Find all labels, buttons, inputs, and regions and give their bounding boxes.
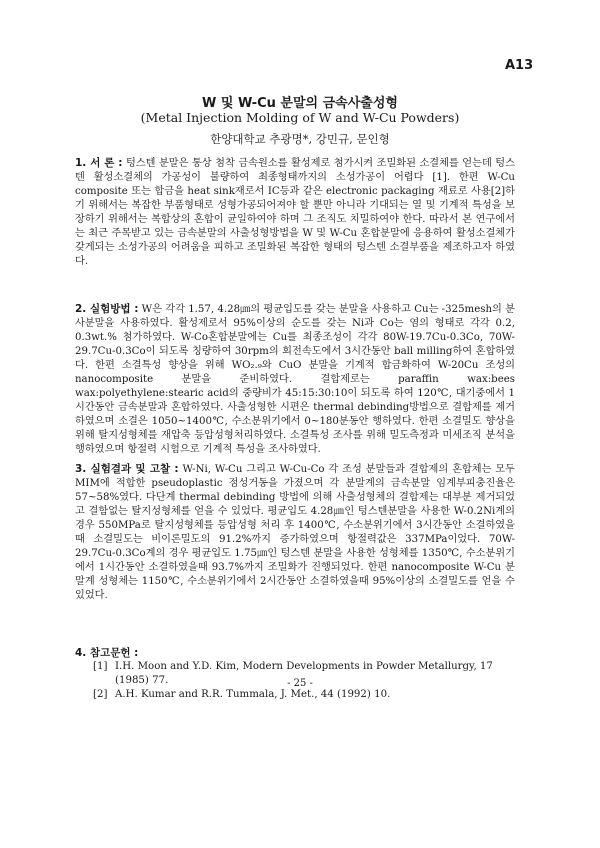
section-results-discussion <box>75 462 515 603</box>
section-heading: 1. 서 론 : <box>75 157 123 169</box>
page-number: - 25 - <box>287 678 313 689</box>
reference-number: [1] <box>93 661 108 672</box>
section-body: W-Ni, W-Cu 그리고 W-Cu-Co 각 조성 분말들과 결합제의 혼합체는 모두 MIM에 적합한 pseudoplastic 점성거동을 가졌으며 각 분말계의 금속분말 임계부피충진율은 57~58%였다. 다단계 thermal debinding 방법에 의해 사출성형체의 결합제는 대부분 제거되었고 결함없는 탈지성형체를 얻을 수 있었다. 평균입도 4.28㎛인 텅스텐분말을 사용한 W-0.2Ni계의 경우 550MPa로 탈지성형체를 등압성형 처리 후 1400℃, 수소분위기에서 3시간동안 소결하였을때 소결밀도는 비이론밀도의 91.2%까지 증가하였으며 항절력값은 337MPa이었다. 70W-29.7Cu-0.3Co계의 경우 평균입도 1.75㎛인 텅스텐 분말을 사용한 성형체를 1350℃, 수소분위기에서 1시간동안 소결하였을때 93.7%까지 조밀화가 진행되었다. 한편 nanocomposite W-Cu 분말계 성형체는 1150℃, 수소분위기에서 2시간동안 소결하였을때 95%이상의 소결밀도를 얻을 수 있었다. <box>75 464 515 601</box>
references-section <box>75 646 520 702</box>
author-line: 한양대학교 추광명*, 강민규, 문인형 <box>210 132 390 146</box>
reference-text: A.H. Kumar and R.R. Tummala, J. Met., 44 (1992) 10. <box>115 689 391 700</box>
section-introduction <box>75 156 515 269</box>
title-korean: W 및 W-Cu 분말의 금속사출성형 <box>202 96 398 111</box>
reference-number: [2] <box>93 689 108 700</box>
section-experimental-method <box>75 302 515 457</box>
section-heading: 3. 실험결과 및 고찰 : <box>75 463 179 475</box>
section-heading: 2. 실험방법 : <box>75 303 139 315</box>
section-body: W은 각각 1.57, 4.28㎛의 평균입도를 갖는 분말을 사용하고 Cu는 -325mesh의 분사분말을 사용하였다. 활성제로서 95%이상의 순도를 갖는 Ni과 Co는 염의 형태로 각각 0.2, 0.3wt.% 첨가하였다. W-Co혼합분말에는 Cu를 최종조성이 각각 80W-19.7Cu-0.3Co, 70W-29.7Cu-0.3Co이 되도록 칭량하여 30rpm의 회전속도에서 3시간동안 ball milling하여 혼합하였다. 한편 소결특성 향상을 위해 WO₂.₉와 CuO 분말을 기계적 합금화하여 W-20Cu 조성의 nanocomposite 분말을 준비하였다. 결합제로는 paraffin wax:bees wax:polyethylene:stearic acid의 중량비가 45:15:30:10이 되도록 하여 120℃, 대기중에서 1시간동안 금속분말과 혼합하였다. 사출성형한 시편은 thermal debinding방법으로 결합제를 제거하였으며 소결은 1050~1400℃, 수소분위기에서 0~180분동안 행하였다. 한편 소결밀도 향상을 위해 탈지성형체를 재압축 등압성형처리하였다. 소결특성 조사를 위해 밀도측정과 미세조직 분석을 행하였으며 항절력 시험으로 기계적 특성을 조사하였다. <box>75 304 515 455</box>
reference-text: I.H. Moon and Y.D. Kim, Modern Developments in Powder Metallurgy, 17 (1985) 77. <box>115 661 493 686</box>
page-code: A13 <box>505 58 534 73</box>
title-english: (Metal Injection Molding of W and W-Cu Powders) <box>140 110 460 125</box>
references-heading: 4. 참고문헌 : <box>75 647 139 659</box>
reference-item <box>93 688 520 702</box>
section-body: 텅스텐 분말은 통상 첨착 금속원소를 활성제로 첨가시켜 조밀화된 소결체를 얻는데 텅스텐 활성소결체의 가공성이 불량하여 최종형태까지의 소성가공이 어렵다 [1]. 한편 W-Cu composite 또는 합금을 heat sink재로서 IC등과 같은 electronic packaging 재료로 사용[2]하기 위해서는 복잡한 부품형태로 성형가공되어져야 할 뿐만 아니라 기대되는 열 및 기계적 특성을 보장하기 위해서는 복합상의 혼합이 균일하여야 하며 그 조직도 치밀하여야 한다. 따라서 본 연구에서는 최근 주목받고 있는 금속분말의 사출성형방법을 W 및 W-Cu 혼합분말에 응용하여 활성소결체가 갖게되는 소성가공의 어려움을 피하고 조밀화된 복잡한 형태의 텅스텐 소결부품을 제조하고자 하였다. <box>75 158 515 267</box>
